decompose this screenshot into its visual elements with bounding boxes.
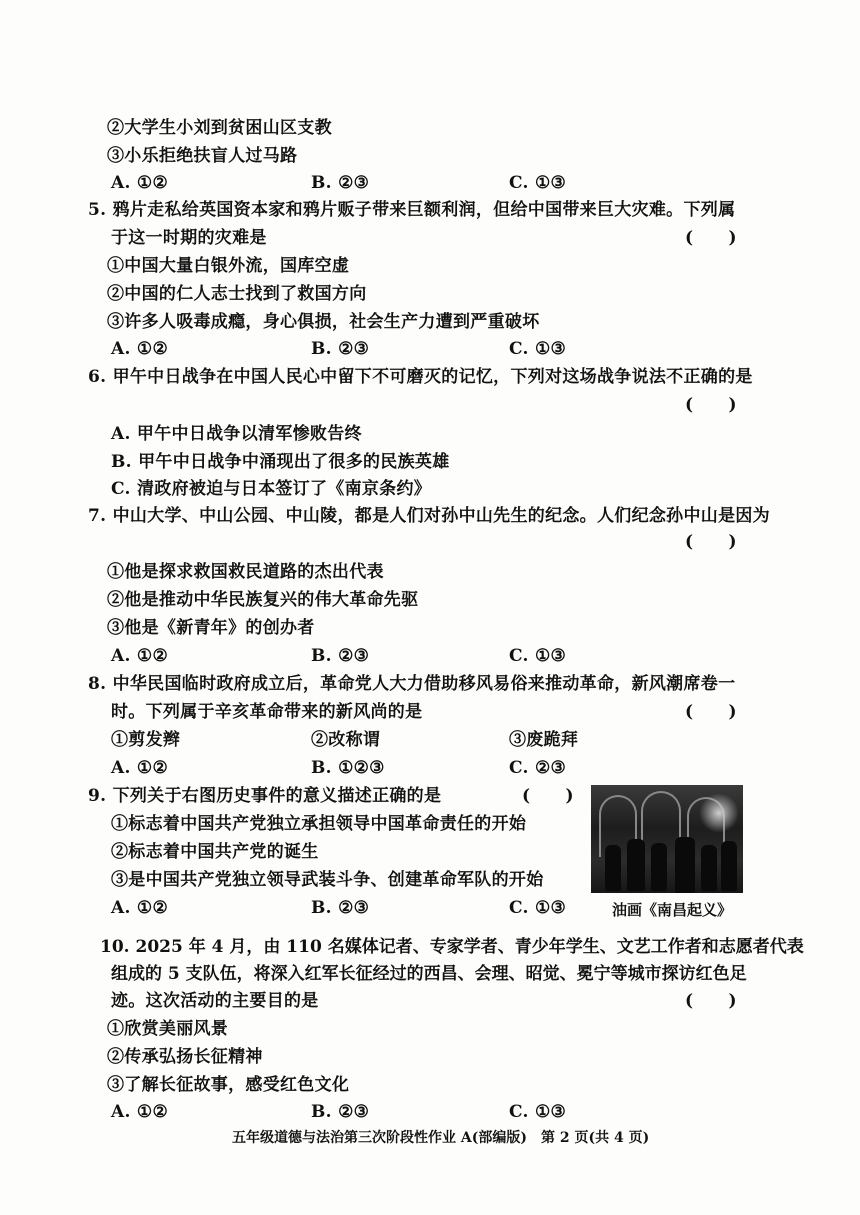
q8-answer-blank[interactable]: ( ) [685,702,737,722]
q6-answer-blank[interactable]: ( ) [685,395,737,415]
q8-option-b: B. ①②③ [311,758,385,778]
q7-option-a: A. ①② [111,646,169,666]
q10-option-a: A. ①② [111,1102,169,1122]
q4-option-a: A. ①② [111,173,169,193]
painting-caption: 油画《南昌起义》 [612,901,733,919]
q10-option-b: B. ②③ [311,1102,370,1122]
q10-stem-line1: 10. 2025 年 4 月，由 110 名媒体记者、专家学者、青少年学生、文艺工作者和志愿者代表 [100,937,804,957]
q10-option-c: C. ①③ [509,1102,567,1122]
q4-item-3: ③小乐拒绝扶盲人过马路 [107,146,298,166]
q8-item-1: ①剪发辫 [111,730,181,750]
q9-item-1: ①标志着中国共产党独立承担领导中国革命责任的开始 [111,814,527,834]
q9-item-2: ②标志着中国共产党的诞生 [111,842,319,862]
q4-option-c: C. ①③ [509,173,567,193]
q6-option-a: A. 甲午中日战争以清军惨败告终 [111,424,362,444]
q4-item-2: ②大学生小刘到贫困山区支教 [107,118,332,138]
q5-item-2: ②中国的仁人志士找到了救国方向 [107,284,367,304]
q6-option-c: C. 清政府被迫与日本签订了《南京条约》 [111,479,432,499]
page-footer: 五年级道德与法治第三次阶段性作业 A(部编版) 第 2 页(共 4 页) [232,1130,650,1146]
q8-stem-line1: 8. 中华民国临时政府成立后，革命党人大力借助移风易俗来推动革命，新风潮席卷一 [88,674,736,694]
q5-item-1: ①中国大量白银外流，国库空虚 [107,256,350,276]
q10-item-1: ①欣赏美丽风景 [107,1019,229,1039]
q5-option-a: A. ①② [111,339,169,359]
q6-stem: 6. 甲午中日战争在中国人民心中留下不可磨灭的记忆，下列对这场战争说法不正确的是 [88,367,753,387]
q5-option-b: B. ②③ [311,339,370,359]
q5-option-c: C. ①③ [509,339,567,359]
q7-stem: 7. 中山大学、中山公园、中山陵，都是人们对孙中山先生的纪念。人们纪念孙中山是因为 [88,506,770,526]
q5-answer-blank[interactable]: ( ) [685,228,737,248]
q9-item-3: ③是中国共产党独立领导武装斗争、创建革命军队的开始 [111,870,544,890]
q7-item-2: ②他是推动中华民族复兴的伟大革命先驱 [107,590,419,610]
q7-option-b: B. ②③ [311,646,370,666]
q9-option-b: B. ②③ [311,898,370,918]
q9-stem: 9. 下列关于右图历史事件的意义描述正确的是 [88,786,442,806]
q5-item-3: ③许多人吸毒成瘾，身心俱损，社会生产力遭到严重破坏 [107,312,540,332]
q8-option-c: C. ②③ [509,758,567,778]
q10-stem-line3: 迹。这次活动的主要目的是 [111,991,319,1011]
q8-item-2: ②改称谓 [311,730,381,750]
q4-option-b: B. ②③ [311,173,370,193]
q10-answer-blank[interactable]: ( ) [685,991,737,1011]
nanchang-uprising-painting [591,785,743,893]
q8-option-a: A. ①② [111,758,169,778]
q6-option-b: B. 甲午中日战争中涌现出了很多的民族英雄 [111,452,450,472]
q7-item-3: ③他是《新青年》的创办者 [107,618,315,638]
q8-stem-line2: 时。下列属于辛亥革命带来的新风尚的是 [111,702,423,722]
q10-stem-line2: 组成的 5 支队伍，将深入红军长征经过的西昌、会理、昭觉、冕宁等城市探访红色足 [111,964,747,984]
q7-answer-blank[interactable]: ( ) [685,532,737,552]
q10-item-2: ②传承弘扬长征精神 [107,1047,263,1067]
q5-stem-line2: 于这一时期的灾难是 [111,228,267,248]
q8-item-3: ③废跪拜 [509,730,579,750]
q9-answer-blank[interactable]: ( ) [522,786,574,806]
q7-item-1: ①他是探求救国救民道路的杰出代表 [107,562,384,582]
q10-item-3: ③了解长征故事，感受红色文化 [107,1075,350,1095]
q5-stem-line1: 5. 鸦片走私给英国资本家和鸦片贩子带来巨额利润，但给中国带来巨大灾难。下列属 [88,200,736,220]
q9-option-a: A. ①② [111,898,169,918]
q9-option-c: C. ①③ [509,898,567,918]
q7-option-c: C. ①③ [509,646,567,666]
